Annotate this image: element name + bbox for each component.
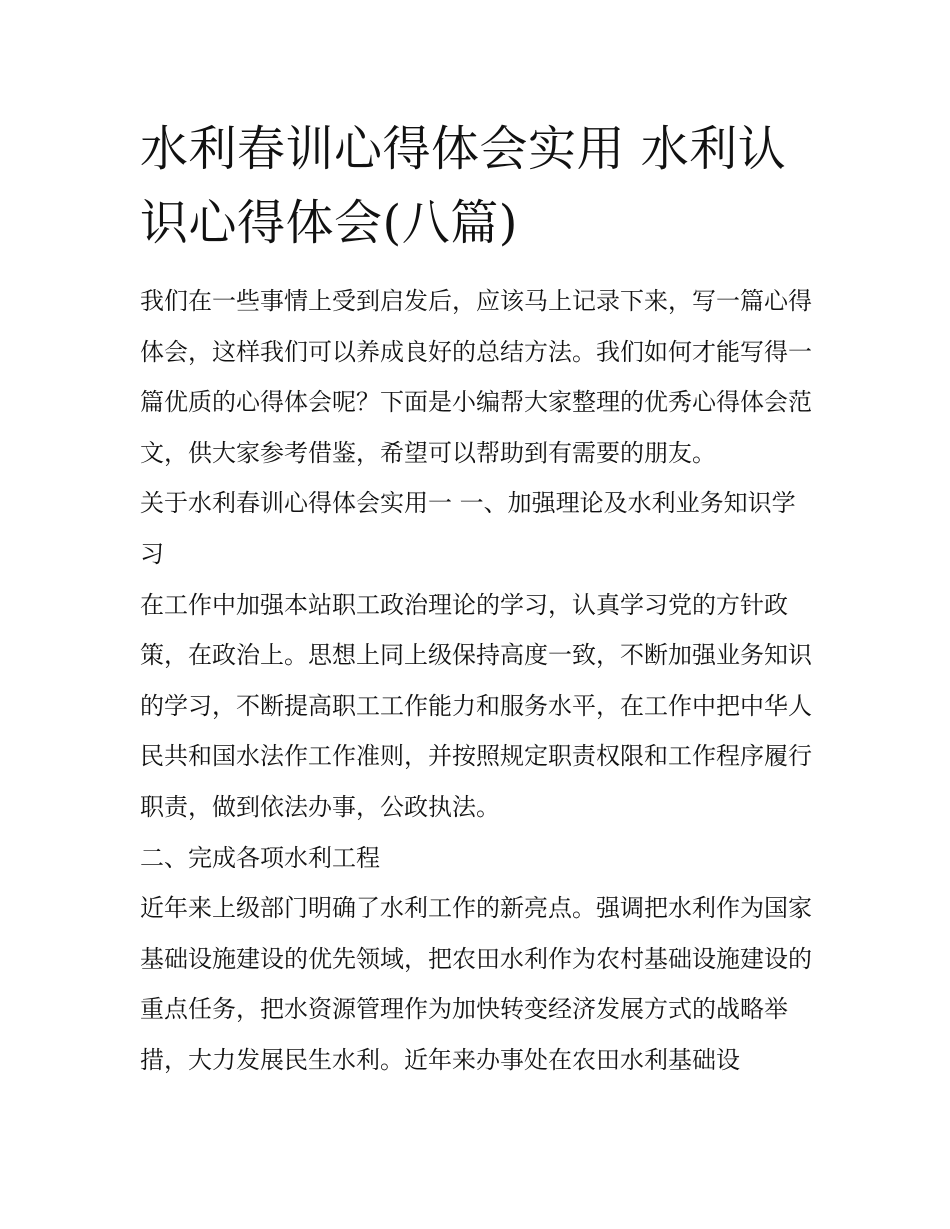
paragraph-heading-two: 二、完成各项水利工程	[140, 843, 380, 872]
paragraph-intro: 我们在一些事情上受到启发后，应该马上记录下来，写一篇心得体会，这样我们可以养成良好的总结方法。我们如何才能写得一篇优质的心得体会呢？下面是小编帮大家整理的优秀心得体会范文，供大家参考借鉴，希望可以帮助到有需要的朋友。	[140, 287, 812, 467]
paragraph-heading-one: 关于水利春训心得体会实用一 一、加强理论及水利业务知识学习	[140, 489, 796, 568]
paragraph-water-projects: 近年来上级部门明确了水利工作的新亮点。强调把水利作为国家基础设施建设的优先领域，把农田水利作为农村基础设施建设的重点任务，把水资源管理作为加快转变经济发展方式的战略举措，大力发展民生水利。近年来办事处在农田水利基础设	[140, 894, 812, 1074]
paragraph-theory-study: 在工作中加强本站职工政治理论的学习，认真学习党的方针政策，在政治上。思想上同上级保持高度一致，不断加强业务知识的学习，不断提高职工工作能力和服务水平，在工作中把中华人民共和国水法作工作准则，并按照规定职责权限和工作程序履行职责，做到依法办事，公政执法。	[140, 590, 812, 821]
document-body	[140, 276, 812, 1086]
document-title: 水利春训心得体会实用 水利认识心得体会(八篇)	[140, 121, 787, 251]
